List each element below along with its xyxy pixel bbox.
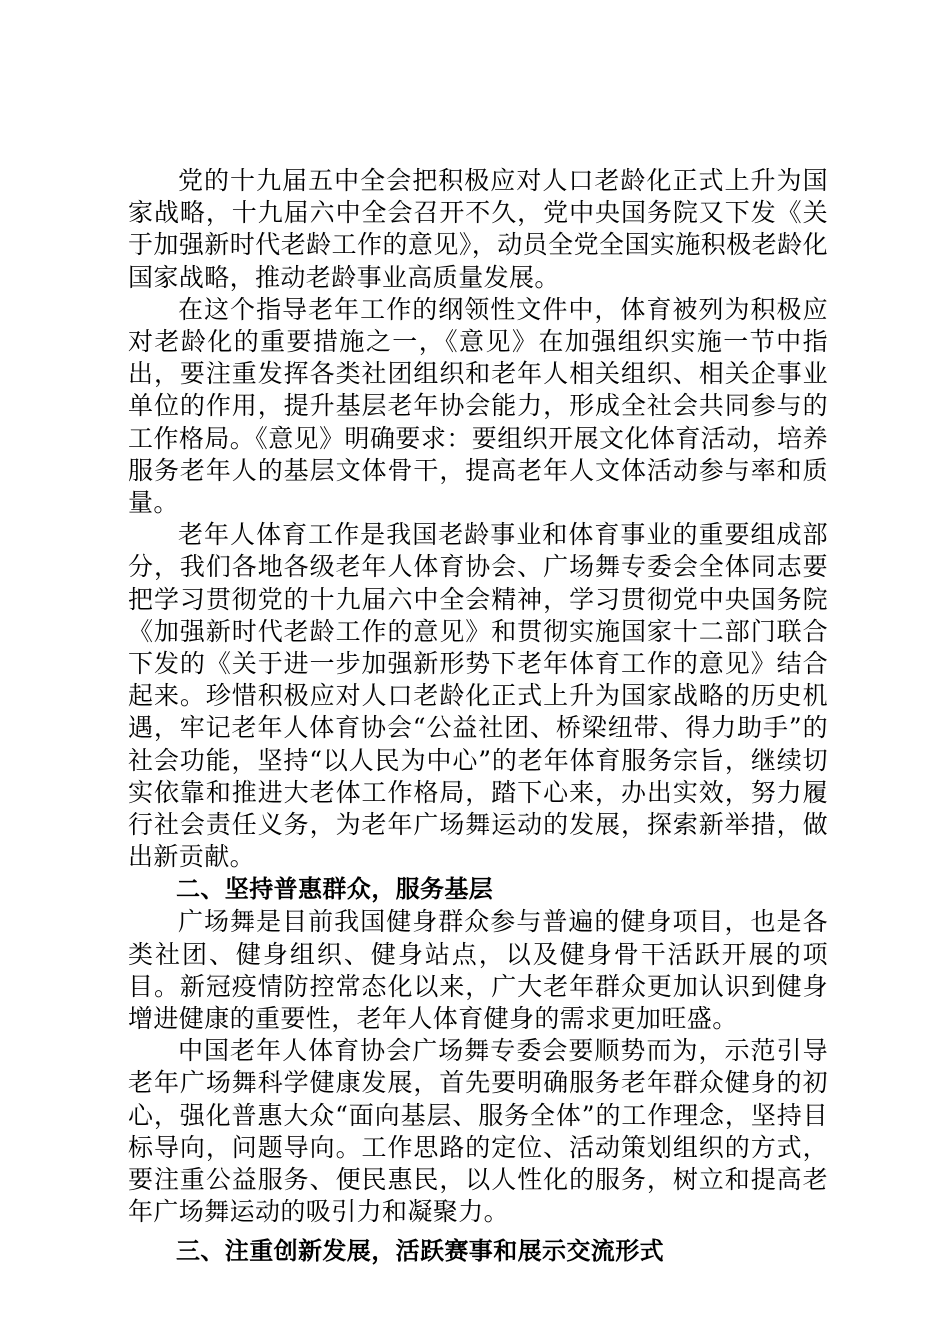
paragraph-guideline: 在这个指导老年工作的纲领性文件中，体育被列为积极应对老龄化的重要措施之一，《意见》在加强组织实施一节中指出，要注重发挥各类社团组织和老年人相关组织、相关企事业单位的作用，提升基层老年协会能力，形成全社会共同参与的工作格局。《意见》明确要求：要组织开展文化体育活动，培养服务老年人的基层文体骨干，提高老年人文体活动参与率和质量。 xyxy=(128,294,828,518)
paragraph-elderly-sports: 老年人体育工作是我国老龄事业和体育事业的重要组成部分，我们各地各级老年人体育协会、广场舞专委会全体同志要把学习贯彻党的十九届六中全会精神，学习贯彻党中央国务院《加强新时代老龄工作的意见》和贯彻实施国家十二部门联合下发的《关于进一步加强新形势下老年体育工作的意见》结合起来。珍惜积极应对人口老龄化正式上升为国家战略的历史机遇，牢记老年人体育协会“公益社团、桥梁纽带、得力助手”的社会功能，坚持“以人民为中心”的老年体育服务宗旨，继续切实依靠和推进大老体工作格局，踏下心来，办出实效，努力履行社会责任义务，为老年广场舞运动的发展，探索新举措，做出新贡献。 xyxy=(128,520,828,872)
document-page xyxy=(128,165,828,1268)
paragraph-square-dance: 广场舞是目前我国健身群众参与普遍的健身项目，也是各类社团、健身组织、健身站点，以及健身骨干活跃开展的项目。新冠疫情防控常态化以来，广大老年群众更加认识到健身增进健康的重要性，老年人体育健身的需求更加旺盛。 xyxy=(128,907,828,1034)
section-heading-3: 三、注重创新发展，活跃赛事和展示交流形式 xyxy=(176,1236,664,1265)
section-heading-2: 二、坚持普惠群众，服务基层 xyxy=(176,875,494,904)
paragraph-intro: 党的十九届五中全会把积极应对人口老龄化正式上升为国家战略，十九届六中全会召开不久，党中央国务院又下发《关于加强新时代老龄工作的意见》，动员全党全国实施积极老龄化国家战略，推动老龄事业高质量发展。 xyxy=(128,166,828,292)
paragraph-committee: 中国老年人体育协会广场舞专委会要顺势而为，示范引导老年广场舞科学健康发展，首先要明确服务老年群众健身的初心，强化普惠大众“面向基层、服务全体”的工作理念，坚持目标导向，问题导向。工作思路的定位、活动策划组织的方式，要注重公益服务、便民惠民，以人性化的服务，树立和提高老年广场舞运动的吸引力和凝聚力。 xyxy=(128,1036,828,1227)
